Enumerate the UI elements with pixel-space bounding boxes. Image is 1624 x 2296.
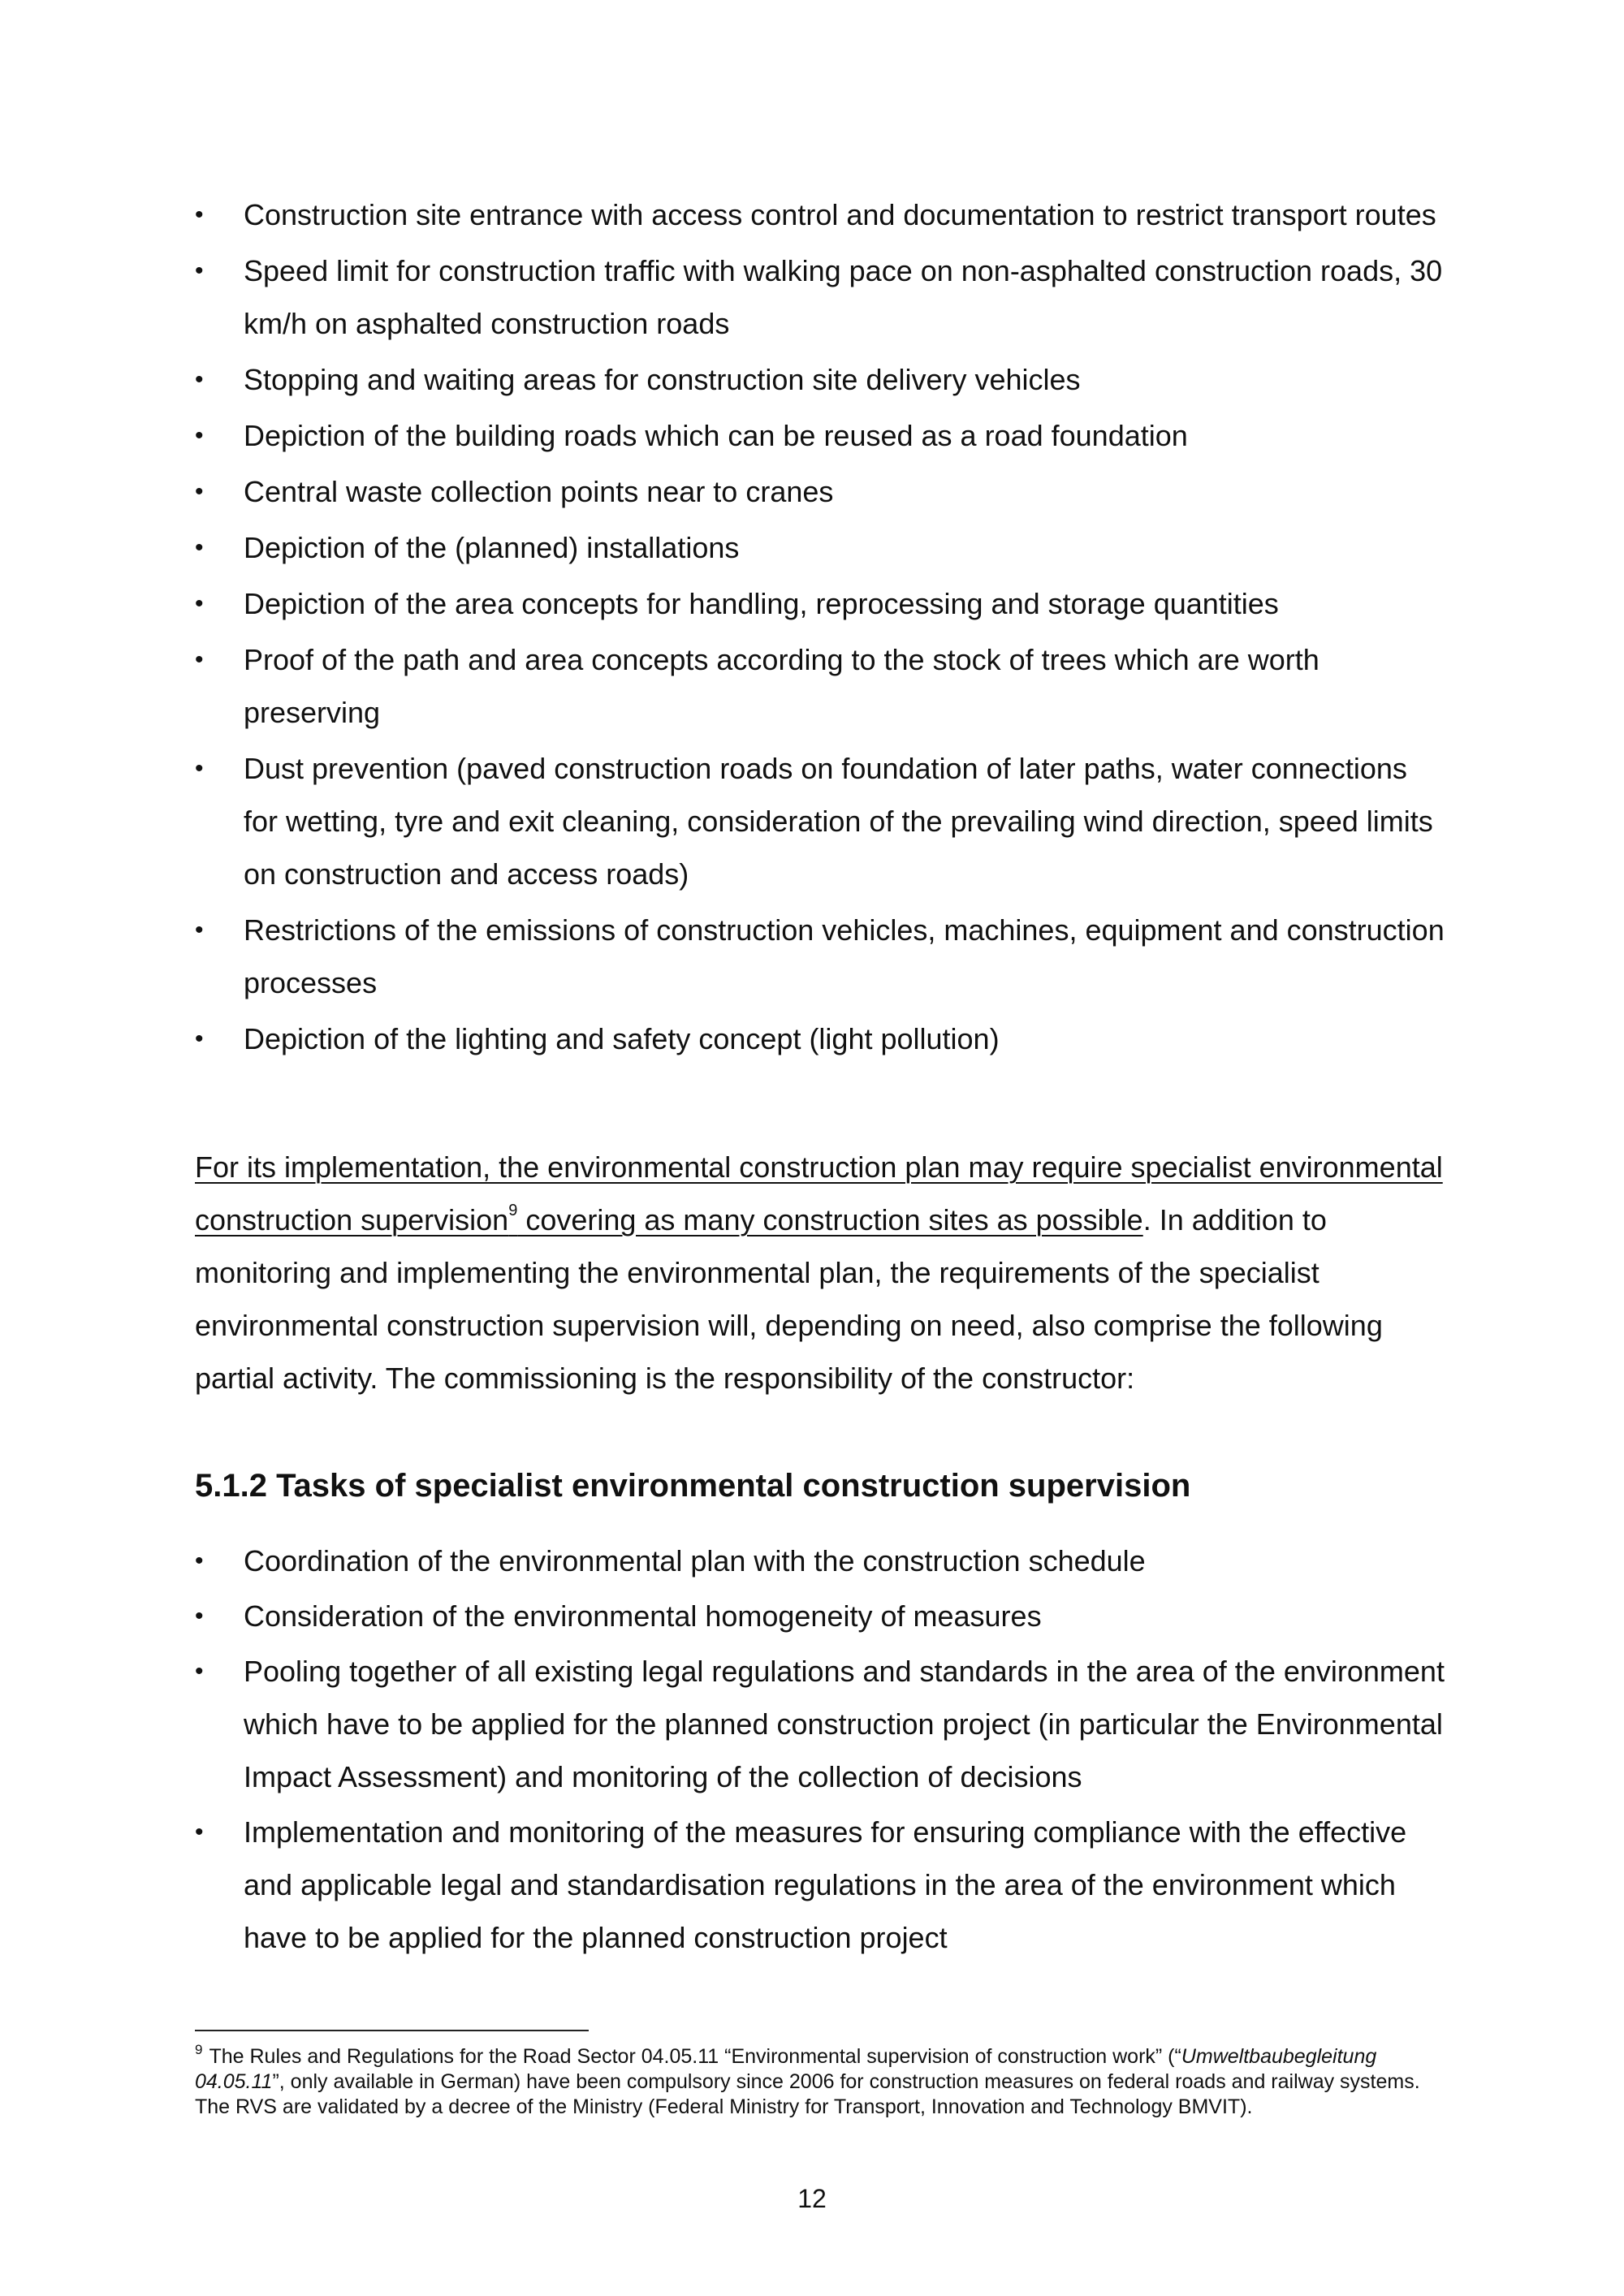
list-item: • Depiction of the area concepts for handling, reprocessing and storage quantities xyxy=(195,577,1445,630)
list-item: • Proof of the path and area concepts according to the stock of trees which are worth preserving xyxy=(195,633,1445,739)
section-heading: 5.1.2 Tasks of specialist environmental construction supervision xyxy=(195,1468,1191,1504)
list-item: • Depiction of the building roads which can be reused as a road foundation xyxy=(195,409,1445,462)
list-item: • Restrictions of the emissions of construction vehicles, machines, equipment and construction processes xyxy=(195,904,1445,1009)
underlined-text-part: For its implementation, the environmental construction plan may require specialist environmental construction supervision xyxy=(195,1150,1443,1236)
underlined-text-part: covering as many construction sites as possible xyxy=(517,1203,1143,1236)
list-item: • Implementation and monitoring of the measures for ensuring compliance with the effective and applicable legal and standardisation regulations in the area of the environment which have to be applied for the planned construction project xyxy=(195,1806,1445,1964)
footnote-text: The Rules and Regulations for the Road Sector 04.05.11 “Environmental supervision of construction work” (“ xyxy=(209,2045,1181,2068)
list-item: • Depiction of the lighting and safety concept (light pollution) xyxy=(195,1012,1445,1065)
list-item: • Dust prevention (paved construction roads on foundation of later paths, water connections for wetting, tyre and exit cleaning, consideration of the prevailing wind direction, speed limits on construction and access roads) xyxy=(195,742,1445,900)
page-number: 12 xyxy=(797,2184,827,2213)
tasks-bullet-list xyxy=(195,1534,1445,1964)
footnote-number: 9 xyxy=(195,2042,203,2057)
paragraph-text: . In addition to monitoring and implementing the environmental plan, the requirements of the specialist environmental construction supervision will, depending on need, also comprise the following partial activity. The commissioning is the responsibility of the constructor: xyxy=(195,1203,1383,1395)
list-item: • Construction site entrance with access control and documentation to restrict transport routes xyxy=(195,188,1445,241)
footnote-reference[interactable]: 9 xyxy=(508,1202,518,1219)
list-item: • Coordination of the environmental plan with the construction schedule xyxy=(195,1534,1445,1587)
list-item: • Central waste collection points near to cranes xyxy=(195,465,1445,518)
list-item: • Stopping and waiting areas for construction site delivery vehicles xyxy=(195,353,1445,406)
footnote-divider xyxy=(195,2030,589,2031)
footnote xyxy=(195,2044,1445,2120)
list-item: • Pooling together of all existing legal regulations and standards in the area of the environment which have to be applied for the planned construction project (in particular the Environmental Impact Assessment) and monitoring of the collection of decisions xyxy=(195,1645,1445,1803)
list-item: • Consideration of the environmental homogeneity of measures xyxy=(195,1590,1445,1642)
footnote-text: ”, only available in German) have been compulsory since 2006 for construction measures on federal roads and railway systems. The RVS are validated by a decree of the Ministry (Federal Ministry for Transport, Innovation and Technology BMVIT). xyxy=(195,2070,1420,2118)
list-item: • Speed limit for construction traffic with walking pace on non-asphalted construction roads, 30 km/h on asphalted construction roads xyxy=(195,244,1445,350)
footnote-italic-title: Umweltbaubegleitung 04.05.11 xyxy=(195,2045,1377,2093)
list-item: • Depiction of the (planned) installations xyxy=(195,521,1445,574)
body-paragraph xyxy=(195,1141,1445,1405)
measures-bullet-list xyxy=(195,188,1445,1065)
